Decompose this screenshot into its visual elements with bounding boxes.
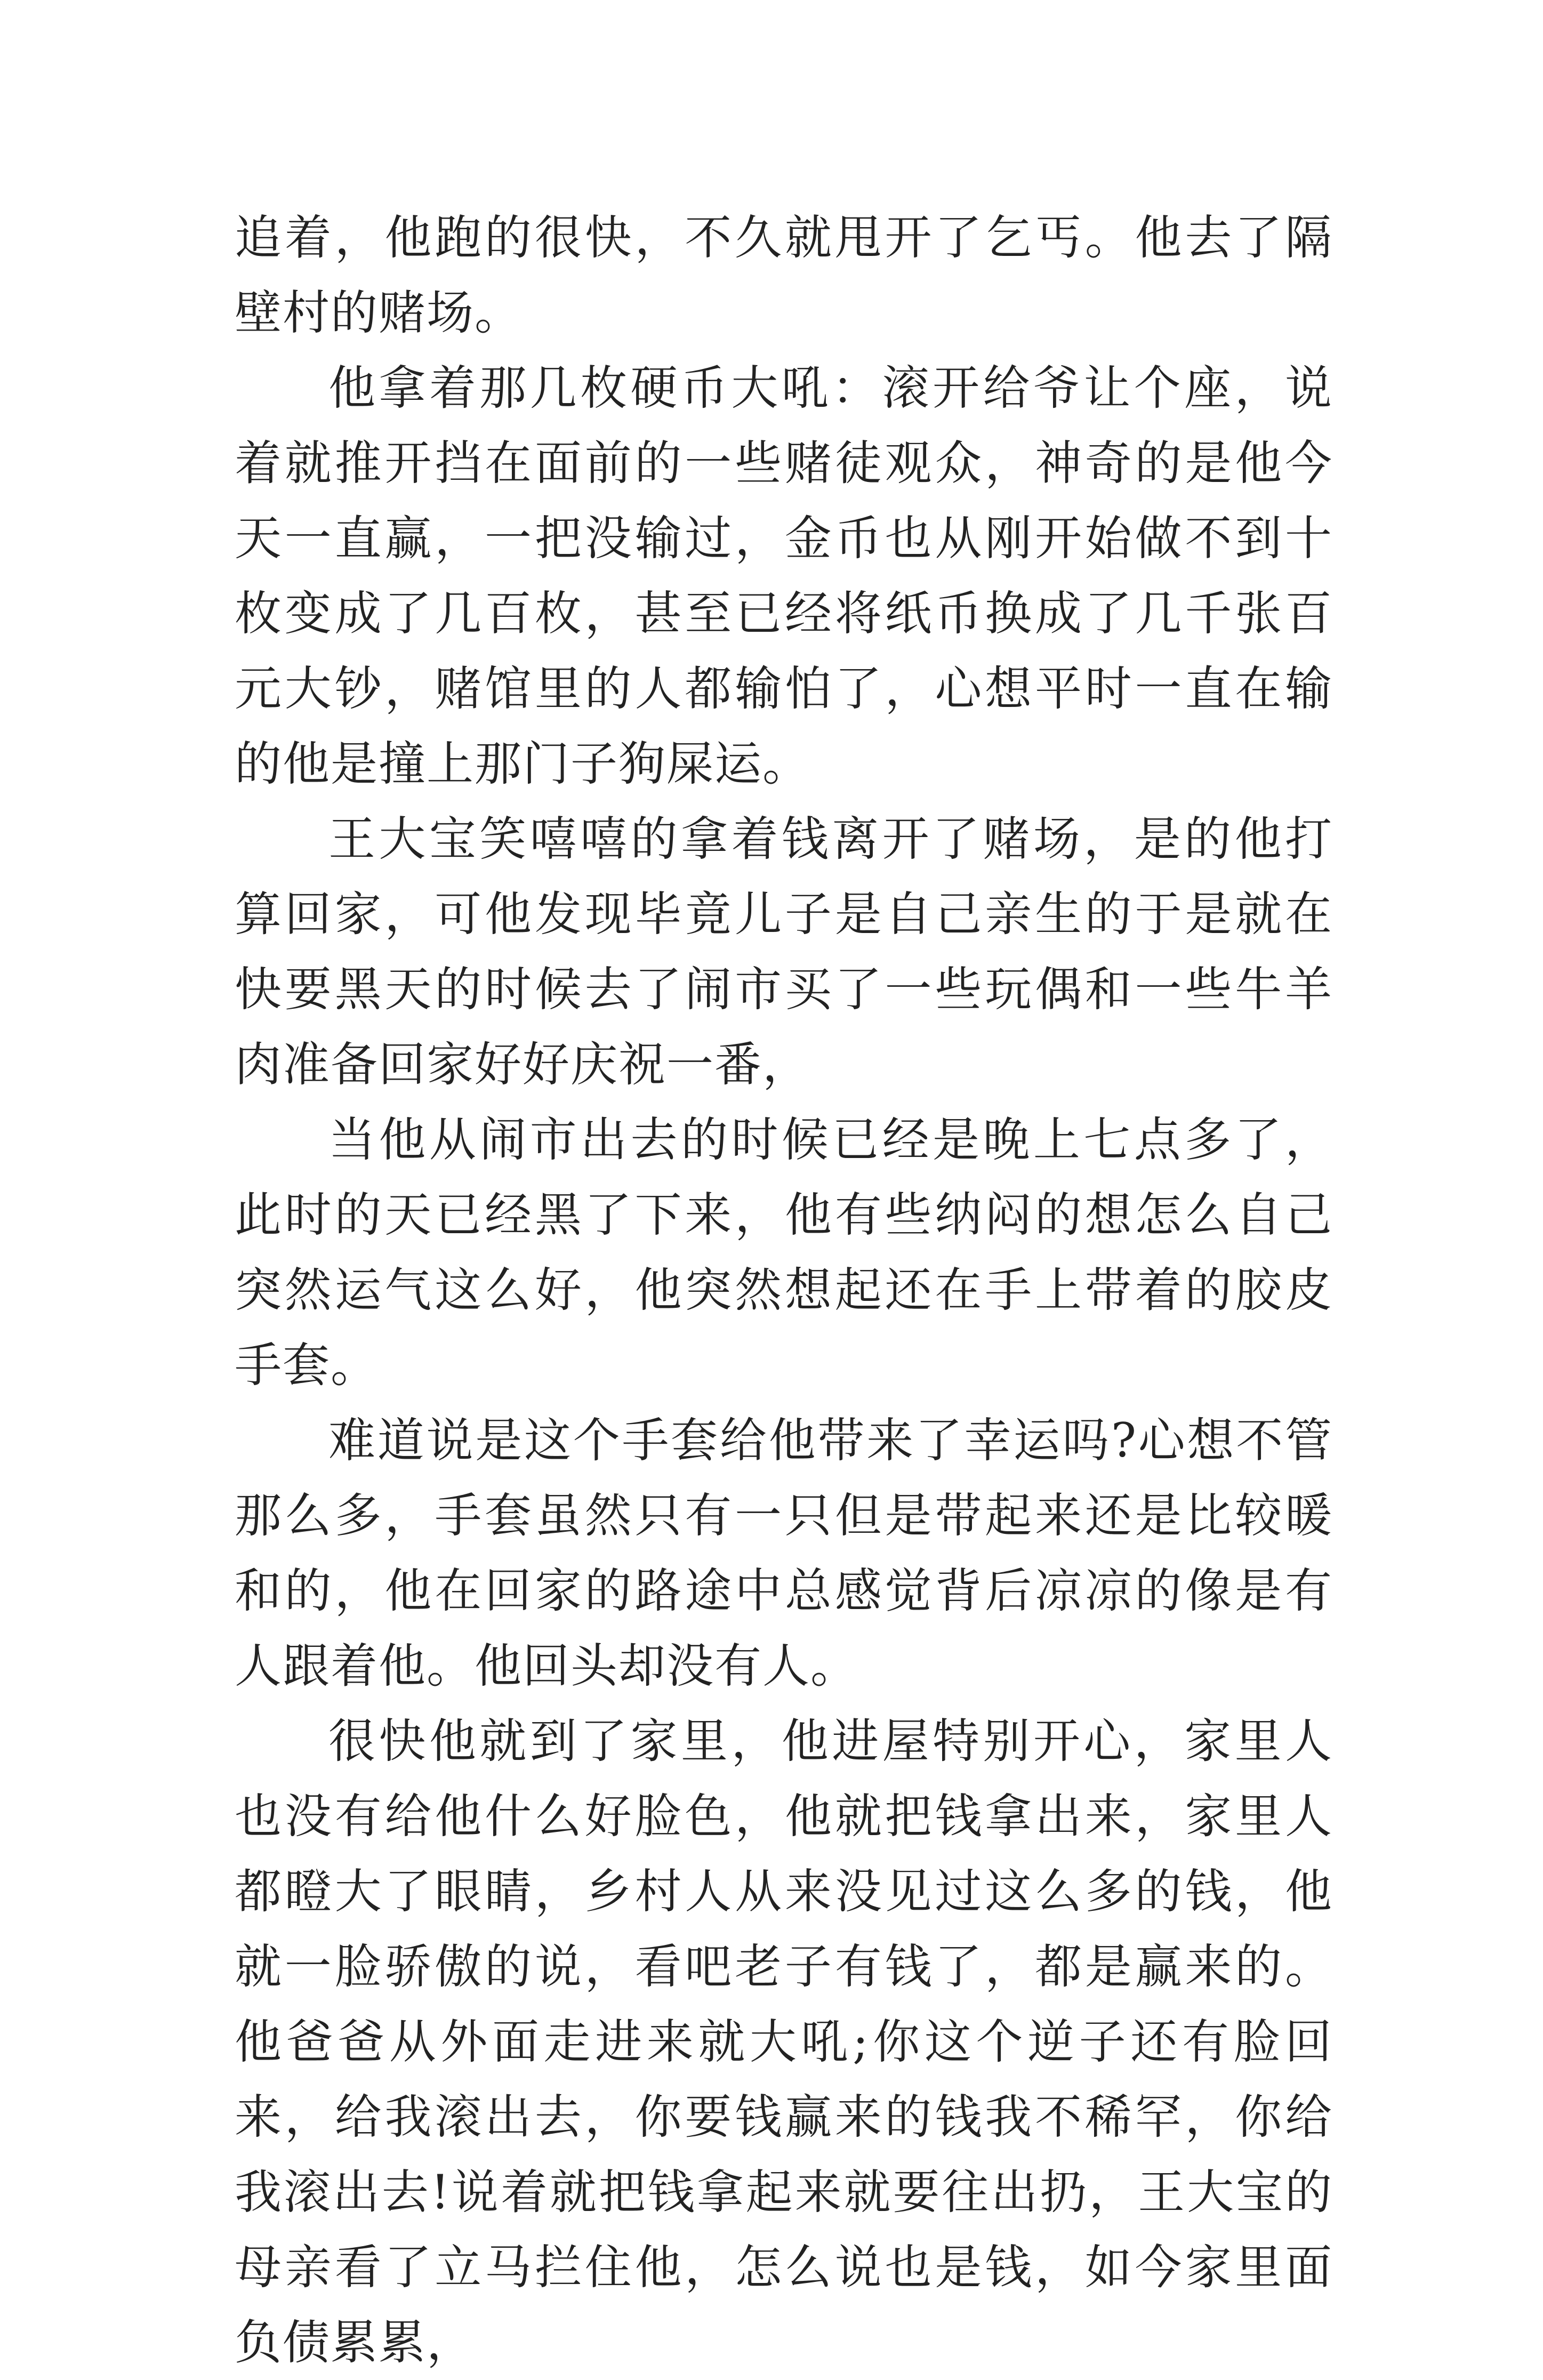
paragraph-5: 难道说是这个手套给他带来了幸运吗?心想不管那么多，手套虽然只有一只但是带起来还是比较暖和的，他在回家的路途中总感觉背后凉凉的像是有人跟着他。他回头却没有人。 <box>235 1413 1333 1693</box>
paragraph-3: 王大宝笑嘻嘻的拿着钱离开了赌场，是的他打算回家，可他发现毕竟儿子是自己亲生的于是就在快要黑天的时候去了闹市买了一些玩偶和一些牛羊肉准备回家好好庆祝一番， <box>235 811 1333 1092</box>
paragraph-6: 很快他就到了家里，他进屋特别开心，家里人也没有给他什么好脸色，他就把钱拿出来，家里人都瞪大了眼睛，乡村人从来没见过这么多的钱，他就一脸骄傲的说，看吧老子有钱了，都是赢来的。他爸爸从外面走进来就大吼;你这个逆子还有脸回来，给我滚出去，你要钱赢来的钱我不稀罕，你给我滚出去!说着就把钱拿起来就要往出扔，王大宝的母亲看了立马拦住他，怎么说也是钱，如今家里面负债累累， <box>235 1714 1333 2370</box>
document-body <box>235 200 1333 2380</box>
paragraph-4: 当他从闹市出去的时候已经是晚上七点多了，此时的天已经黑了下来，他有些纳闷的想怎么自己突然运气这么好，他突然想起还在手上带着的胶皮手套。 <box>235 1112 1333 1393</box>
paragraph-1: 追着，他跑的很快，不久就甩开了乞丐。他去了隔壁村的赌场。 <box>235 210 1333 340</box>
paragraph-2: 他拿着那几枚硬币大吼：滚开给爷让个座，说着就推开挡在面前的一些赌徒观众，神奇的是他今天一直赢，一把没输过，金币也从刚开始做不到十枚变成了几百枚，甚至已经将纸币换成了几千张百元大钞，赌馆里的人都输怕了，心想平时一直在输的他是撞上那门子狗屎运。 <box>235 360 1333 791</box>
